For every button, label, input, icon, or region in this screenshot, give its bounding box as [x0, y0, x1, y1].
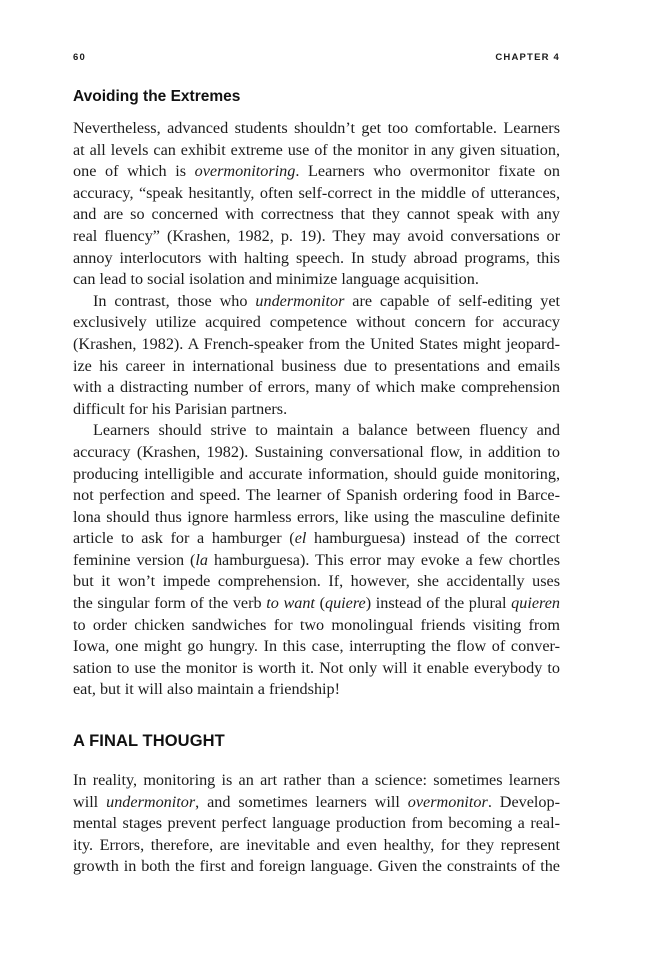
section-heading-final-thought: A FINAL THOUGHT: [73, 732, 225, 750]
italic-term: undermonitor: [255, 291, 345, 310]
text-line: Nevertheless, advanced students shouldn’t get too comfortable. Learners: [73, 119, 560, 137]
text-line: ity. Errors, therefore, are inevitable and even healthy, for they represent: [73, 835, 560, 854]
text-line: can lead to social isolation and minimize language acquisition.: [73, 270, 479, 289]
italic-term: quiere: [324, 594, 366, 613]
text-line: In contrast, those who undermonitor are capable of self-editing yet: [93, 291, 560, 310]
text-line: accuracy (Krashen, 1982). Sustaining conversational flow, in addition to: [73, 442, 560, 461]
text-line: mental stages prevent perfect language production from becoming a real-: [73, 814, 560, 833]
text-line: Learners should strive to maintain a balance between fluency and: [93, 421, 560, 440]
text-line: the singular form of the verb to want (quiere) instead of the plural quieren: [73, 594, 561, 613]
italic-term: quieren: [511, 594, 561, 613]
text-line: to order chicken sandwiches for two monolingual friends visiting from: [73, 615, 560, 634]
text-line: sation to use the monitor is worth it. Not only will it enable everybody to: [73, 658, 560, 677]
text-line: accuracy, “speak hesitantly, often self-correct in the middle of utterances,: [73, 183, 560, 202]
text-line: and are so concerned with correctness that they cannot speak with any: [73, 205, 560, 224]
italic-term: undermonitor: [106, 792, 196, 811]
section-1-body: [73, 118, 560, 701]
text-line: but it won’t impede comprehension. If, however, she accidentally uses: [73, 572, 560, 591]
text-line: exclusively utilize acquired competence without concern for accuracy: [73, 313, 560, 332]
italic-term: overmonitor: [407, 792, 488, 811]
text-line: lona should thus ignore harmless errors, like using the masculine definite: [73, 507, 560, 526]
running-head: [73, 52, 560, 68]
italic-term: to want: [266, 594, 315, 613]
text-line: eat, but it will also maintain a friendship!: [73, 680, 341, 699]
text-line: one of which is overmonitoring. Learners who overmonitor fixate on: [73, 162, 560, 181]
text-line: ize his career in international business due to presentations and emails: [73, 356, 560, 375]
text-line: growth in both the first and foreign language. Given the constraints of the: [73, 857, 560, 876]
text-line: article to ask for a hamburger (el hamburguesa) instead of the correct: [73, 529, 560, 548]
section-heading-avoiding-extremes: Avoiding the Extremes: [73, 88, 241, 105]
text-line: feminine version (la hamburguesa). This error may evoke a few chortles: [73, 550, 560, 569]
text-line: difficult for his Parisian partners.: [73, 399, 288, 418]
text-line: with a distracting number of errors, many of which make comprehension: [73, 378, 560, 397]
text-line: real fluency” (Krashen, 1982, p. 19). They may avoid conversations or: [73, 226, 560, 245]
italic-term: el: [294, 529, 307, 548]
text-line: Iowa, one might go hungry. In this case, interrupting the flow of conver-: [73, 637, 560, 656]
text-line: at all levels can exhibit extreme use of the monitor in any given situation,: [73, 140, 560, 159]
section-2-body: [73, 770, 560, 878]
text-line: (Krashen, 1982). A French-speaker from the United States might jeopard-: [73, 334, 560, 353]
text-line: will undermonitor, and sometimes learners will overmonitor. Develop-: [73, 792, 561, 811]
italic-term: overmonitoring: [194, 162, 296, 181]
page-number: 60: [73, 52, 86, 63]
text-line: annoy interlocutors with halting speech. In study abroad programs, this: [73, 248, 560, 267]
text-line: In reality, monitoring is an art rather than a science: sometimes learners: [73, 771, 560, 789]
italic-term: la: [195, 550, 209, 569]
chapter-label: CHAPTER 4: [495, 52, 560, 63]
text-line: not perfection and speed. The learner of Spanish ordering food in Barce-: [73, 486, 560, 505]
text-line: producing intelligible and accurate information, should guide monitoring,: [73, 464, 560, 483]
